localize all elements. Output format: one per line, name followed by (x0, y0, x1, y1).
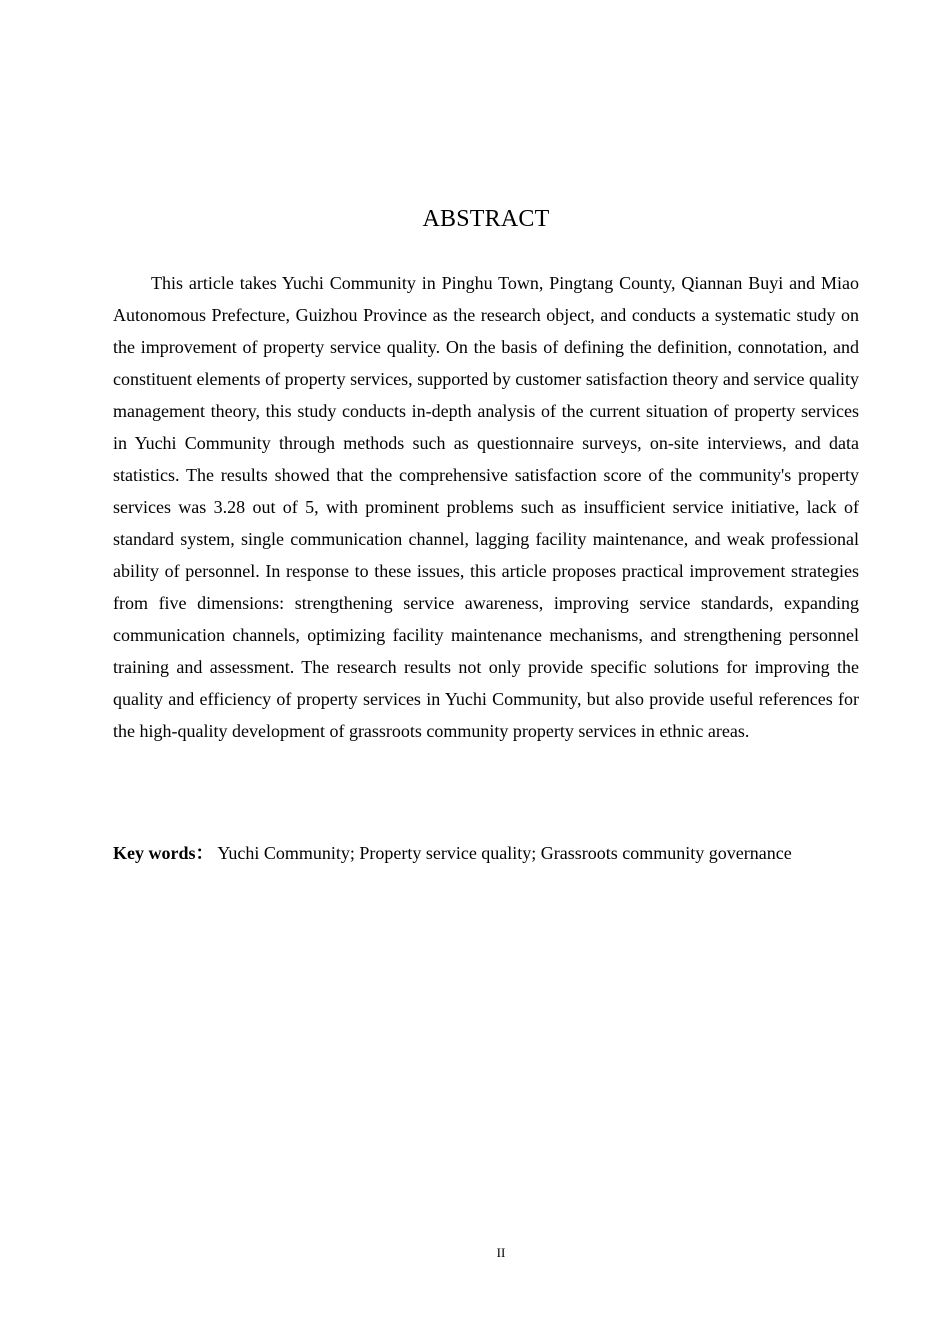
keywords-text: Yuchi Community; Property service quality; Grassroots community governance (217, 843, 792, 863)
abstract-body: This article takes Yuchi Community in Pinghu Town, Pingtang County, Qiannan Buyi and Miao Autonomous Prefecture, Guizhou Province as the research object, and conducts a systematic study on the improvement of property service quality. On the basis of defining the definition, connotation, and constituent elements of property services, supported by customer satisfaction theory and service quality management theory, this study conducts in-depth analysis of the current situation of property services in Yuchi Community through methods such as questionnaire surveys, on-site interviews, and data statistics. The results showed that the comprehensive satisfaction score of the community's property services was 3.28 out of 5, with prominent problems such as insufficient service initiative, lack of standard system, single communication channel, lagging facility maintenance, and weak professional ability of personnel. In response to these issues, this article proposes practical improvement strategies from five dimensions: strengthening service awareness, improving service standards, expanding communication channels, optimizing facility maintenance mechanisms, and strengthening personnel training and assessment. The research results not only provide specific solutions for improving the quality and efficiency of property services in Yuchi Community, but also provide useful references for the high-quality development of grassroots community property services in ethnic areas. (113, 273, 859, 741)
keywords-line (113, 840, 859, 867)
abstract-title: ABSTRACT (422, 206, 550, 232)
keywords-label: Key words： (113, 843, 214, 863)
page-number: II (496, 1245, 506, 1260)
